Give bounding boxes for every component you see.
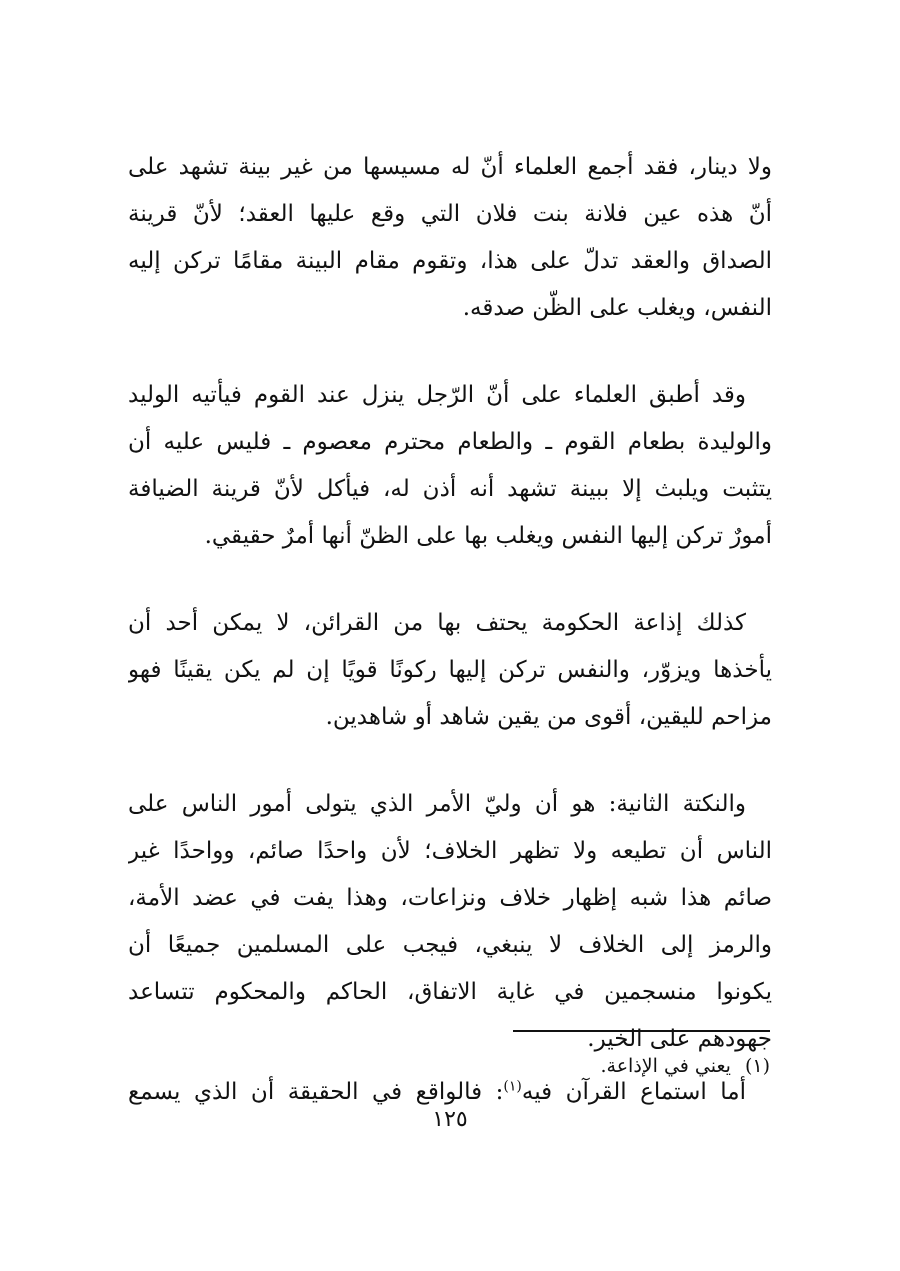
text-line: يتثبت ويلبث إلا ببينة تشهد أنه أذن له، فيأكل لأنّ قرينة الضيافة xyxy=(128,476,772,502)
footnote xyxy=(270,1048,770,1084)
text-line: جهودهم على الخير. xyxy=(587,1026,772,1052)
paragraph-4 xyxy=(128,781,772,1063)
footnote-marker: (١) xyxy=(744,1055,770,1077)
text-line: يأخذها ويزوّر، والنفس تركن إليها ركونًا قويًا إن لم يكن يقينًا فهو xyxy=(128,657,772,683)
text-line: كذلك إذاعة الحكومة يحتف بها من القرائن، لا يمكن أحد أن xyxy=(128,610,746,636)
text-line: أمورٌ تركن إليها النفس ويغلب بها على الظنّ أنها أمرٌ حقيقي. xyxy=(204,523,772,549)
body-text xyxy=(128,144,772,1116)
footnote-text: يعني في الإذاعة. xyxy=(600,1055,731,1077)
text-line: النفس، ويغلب على الظّن صدقه. xyxy=(462,295,772,321)
text-line: الصداق والعقد تدلّ على هذا، وتقوم مقام البينة مقامًا تركن إليه xyxy=(128,248,772,274)
text-line: ولا دينار، فقد أجمع العلماء أنّ له مسيسها من غير بينة تشهد على xyxy=(128,154,772,180)
footnote-reference[interactable]: (١) xyxy=(503,1078,522,1095)
text-segment: : فالواقع في الحقيقة أن الذي يسمع xyxy=(128,1079,504,1105)
text-line: وقد أطبق العلماء على أنّ الرّجل ينزل عند القوم فيأتيه الوليد xyxy=(128,382,746,408)
text-line: صائم هذا شبه إظهار خلاف ونزاعات، وهذا يفت في عضد الأمة، xyxy=(128,885,772,911)
text-line: أنّ هذه عين فلانة بنت فلان التي وقع عليها العقد؛ لأنّ قرينة xyxy=(128,201,772,227)
text-line: والنكتة الثانية: هو أن وليّ الأمر الذي يتولى أمور الناس على xyxy=(128,791,746,817)
paragraph-2 xyxy=(128,372,772,560)
paragraph-1 xyxy=(128,144,772,332)
footnote-separator xyxy=(513,1030,770,1032)
text-line: والرمز إلى الخلاف لا ينبغي، فيجب على المسلمين جميعًا أن xyxy=(128,932,772,958)
paragraph-3 xyxy=(128,600,772,741)
text-segment: أما استماع القرآن فيه xyxy=(521,1079,746,1105)
text-line: والوليدة بطعام القوم ـ والطعام محترم معصوم ـ فليس عليه أن xyxy=(128,429,772,455)
text-line: الناس أن تطيعه ولا تظهر الخلاف؛ لأن واحدًا صائم، وواحدًا غير xyxy=(128,838,772,864)
text-line: مزاحم لليقين، أقوى من يقين شاهد أو شاهدين. xyxy=(325,704,772,730)
page-number: ١٢٥ xyxy=(432,1107,468,1132)
text-line: يكونوا منسجمين في غاية الاتفاق، الحاكم والمحكوم تتساعد xyxy=(128,979,772,1005)
